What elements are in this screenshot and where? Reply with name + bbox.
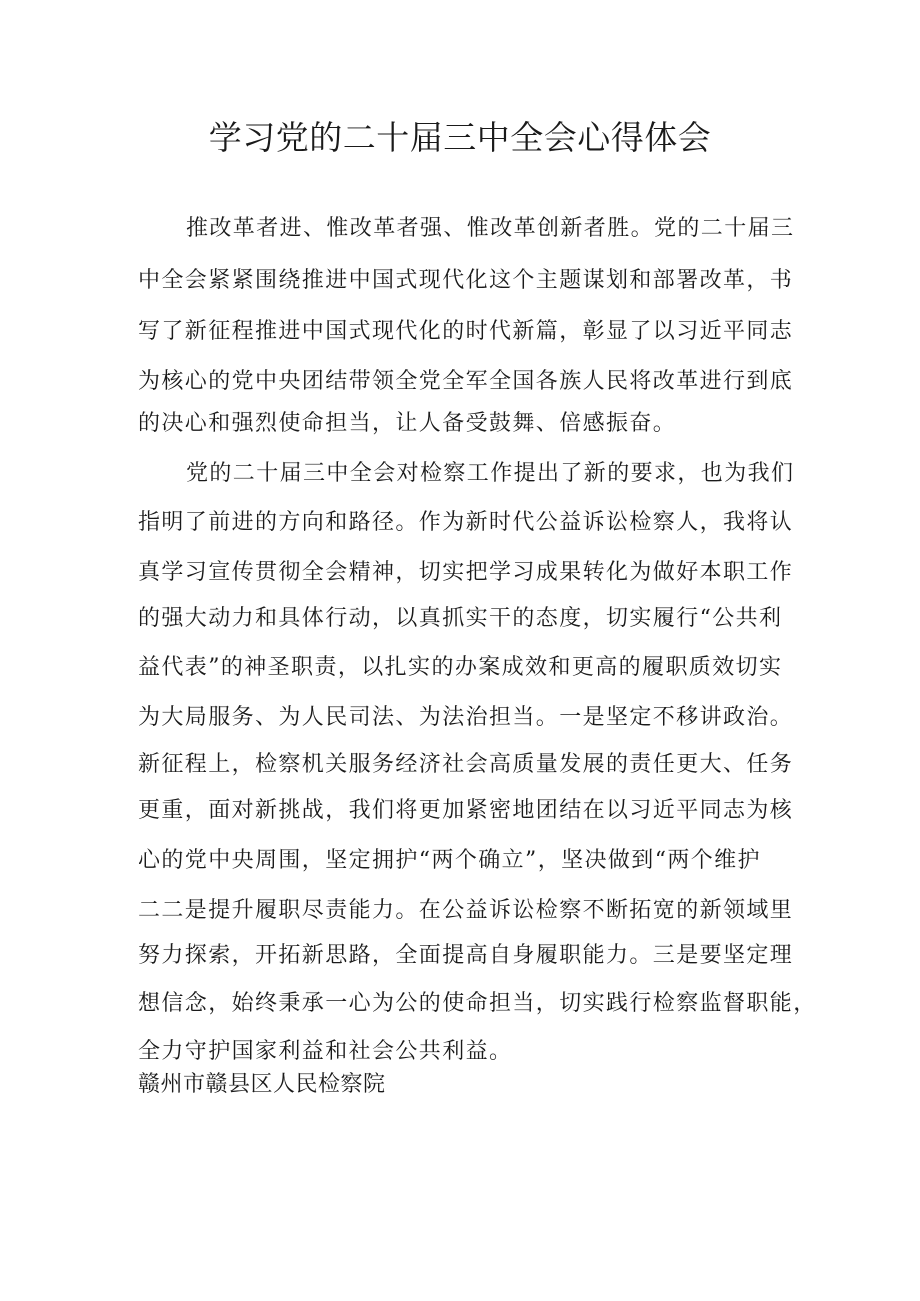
paragraph-2-line-9: 心的党中央周围，坚定拥护“两个确立”，坚决做到“两个维护	[138, 848, 761, 873]
paragraph-1-line-3: 写了新征程推进中国式现代化的时代新篇，彰显了以习近平同志	[138, 319, 794, 344]
paragraph-2-line-12: 想信念，始终秉承一心为公的使命担当，切实践行检察监督职能，	[138, 991, 817, 1016]
paragraph-2-line-8: 更重，面对新挑战，我们将更加紧密地团结在以习近平同志为核	[138, 798, 794, 823]
document-title: 学习党的二十届三中全会心得体会	[208, 118, 712, 157]
paragraph-1-line-1: 推改革者进、惟改革者强、惟改革创新者胜。党的二十届三	[186, 216, 795, 241]
paragraph-2-line-13: 全力守护国家利益和社会公共利益。	[138, 1039, 513, 1064]
paragraph-2-line-10: 二二是提升履职尽责能力。在公益诉讼检察不断拓宽的新领域里	[138, 898, 794, 923]
paragraph-2-line-2: 指明了前进的方向和路径。作为新时代公益诉讼检察人，我将认	[138, 510, 794, 535]
paragraph-2-line-6: 为大局服务、为人民司法、为法治担当。一是坚定不移讲政治。	[138, 705, 794, 730]
paragraph-2-line-7: 新征程上，检察机关服务经济社会高质量发展的责任更大、任务	[138, 752, 794, 777]
paragraph-2-line-5: 益代表”的神圣职责，以扎实的办案成效和更高的履职质效切实	[138, 655, 783, 680]
paragraph-1-line-2: 中全会紧紧围绕推进中国式现代化这个主题谋划和部署改革，书	[138, 268, 794, 293]
paragraph-2-line-1: 党的二十届三中全会对检察工作提出了新的要求，也为我们	[186, 461, 795, 486]
organization-signature: 赣州市赣县区人民检察院	[138, 1072, 386, 1097]
paragraph-1-line-4: 为核心的党中央团结带领全党全军全国各族人民将改革进行到底	[138, 369, 794, 394]
paragraph-2-line-4: 的强大动力和具体行动，以真抓实干的态度，切实履行“公共利	[138, 606, 783, 631]
paragraph-2-line-3: 真学习宣传贯彻全会精神，切实把学习成果转化为做好本职工作	[138, 560, 794, 585]
paragraph-2-line-11: 努力探索，开拓新思路，全面提高自身履职能力。三是要坚定理	[138, 943, 794, 968]
paragraph-1-line-5: 的决心和强烈使命担当，让人备受鼓舞、倍感振奋。	[138, 411, 677, 436]
